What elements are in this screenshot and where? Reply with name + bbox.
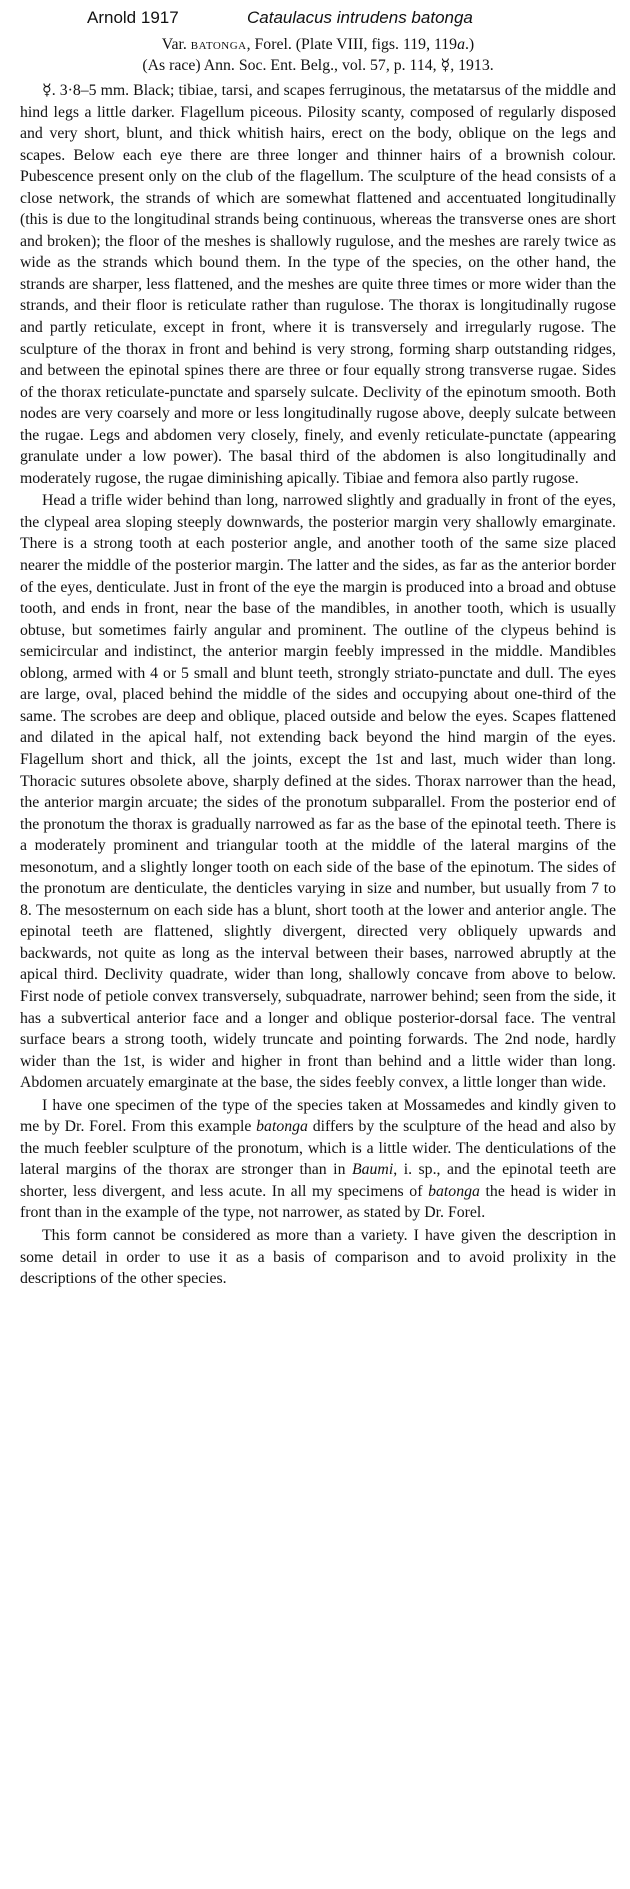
paragraph-text: differs by the sculpture of the head and also by the much feebler sculpture of the pronotum, which is a little wider. The denticulations of the lateral margins of the thorax are stronger than in bbox=[20, 1118, 616, 1179]
paragraph-conclusion bbox=[20, 1225, 616, 1290]
running-head bbox=[20, 6, 616, 34]
variety-name: batonga bbox=[190, 36, 247, 53]
species-title: Cataulacus intrudens batonga bbox=[247, 8, 473, 27]
paragraph-morphology bbox=[20, 490, 616, 1093]
taxon-name: Baumi bbox=[351, 1161, 394, 1179]
paragraph-text: ☿. 3·8–5 mm. Black; tibiae, tarsi, and scapes ferruginous, the metatarsus of the middle and hind legs a little darker. Flagellum piceous. Pilosity scanty, composed of regularly disposed and very short, blunt, and thick whitish hairs, erect on the body, oblique on the legs and scapes. Below each eye there are three longer and thinner hairs of a brownish colour. Pubescence present only on the club of the flagellum. The sculpture of the head consists of a close network, the strands of which are somewhat flattened and accentuated longitudinally (this is due to the longitudinal strands being continuous, whereas the transverse ones are short and broken); the floor of the meshes is shallowly rugulose, and the meshes are rarely twice as wide as the strands which bound them. In the type of the species, on the other hand, the strands are sharper, less flattened, and the meshes are quite three times or more wider than the strands, and their floor is reticulate rather than rugulose. The thorax is longitudinally rugose and partly reticulate, except in front, where it is transversely and irregularly rugose. The sculpture of the thorax in front and behind is very strong, forming sharp outstanding ridges, and between the epinotal spines there are three or four equally strong transverse rugae. Sides of the thorax reticulate-punctate and sparsely sulcate. Declivity of the epinotum smooth. Both nodes are very coarsely and more or less longitudinally rugose above, deeply sulcate between the rugae. Legs and abdomen very closely, finely, and evenly reticulate-punctate (appearing granulate under a low power). The basal third of the abdomen is also longitudinally and moderately rugose, the rugae diminishing apically. Tibiae and femora also partly rugose. bbox=[20, 82, 616, 487]
variety-heading bbox=[20, 34, 616, 55]
paragraph-worker-description bbox=[20, 80, 616, 489]
paragraph-text: I have one specimen of the type of the species taken at Mossamedes and kindly given to me by Dr. Forel. From this example bbox=[20, 1096, 616, 1136]
citation-line: (As race) Ann. Soc. Ent. Belg., vol. 57, p. 114, ☿, 1913. bbox=[142, 57, 494, 74]
variety-prefix: Var. bbox=[161, 36, 187, 53]
paragraph-comparison bbox=[20, 1095, 616, 1224]
paragraph-text: This form cannot be considered as more than a variety. I have given the description in some detail in order to use it as a basis of comparison and to avoid prolixity in the descriptions of the other species. bbox=[20, 1226, 616, 1288]
author-year: Arnold 1917 bbox=[87, 8, 179, 27]
body-text bbox=[20, 80, 616, 1290]
paragraph-text: Head a trifle wider behind than long, narrowed slightly and gradually in front of the eyes, the clypeal area sloping steeply downwards, the posterior margin very shallowly emarginate. There is a strong tooth at each posterior angle, and another tooth of the same size placed nearer the middle of the posterior margin. The latter and the sides, as far as the anterior border of the eyes, denticulate. Just in front of the eye the margin is produced into a broad and obtuse tooth, and ends in front, near the base of the mandibles, in another tooth, which is usually obtuse, but sometimes fairly angular and prominent. The outline of the clypeus behind is semicircular and indistinct, the anterior margin feebly impressed in the middle. Mandibles oblong, armed with 4 or 5 small and blunt teeth, strongly striato-punctate and dull. The eyes are large, oval, placed behind the middle of the sides and occupying about one-third of the same. The scrobes are deep and oblique, placed outside and below the eyes. Scapes flattened and dilated in the apical half, not extending back beyond the hind margin of the eyes. Flagellum short and thick, all the joints, except the 1st and last, much wider than long. Thoracic sutures obsolete above, sharply defined at the sides. Thorax narrower than the head, the anterior margin arcuate; the sides of the pronotum subparallel. From the posterior end of the pronotum the thorax is gradually narrowed as far as the base of the epinotal teeth. There is a moderately prominent and triangular tooth at the middle of the lateral margins of the mesonotum, and a slightly longer tooth on each side of the base of the epinotum. The sides of the pronotum are denticulate, the denticles varying in size and number, but usually from 7 to 8. The mesosternum on each side has a blunt, short tooth at the lower and anterior angle. The epinotal teeth are flattened, slightly divergent, directed very obliquely upwards and backwards, not quite as long as the interval between their bases, narrowed abruptly at the apical third. Declivity quadrate, wider than long, shallowly concave from above to below. First node of petiole convex transversely, subquadrate, narrower behind; seen from the side, it has a subvertical anterior face and a longer and oblique posterior-dorsal face. The ventral surface bears a strong tooth, widely truncate and pointing forwards. The 2nd node, hardly wider than the 1st, is wider and higher in front than behind and a little wider than long. Abdomen arcuately emarginate at the base, the sides feebly convex, a little longer than wide. bbox=[20, 492, 616, 1092]
taxon-name: batonga bbox=[256, 1118, 308, 1136]
paragraph-text: the head is wider in front than in the example of the type, not narrower, as stated by Dr. Forel. bbox=[20, 1182, 616, 1222]
paragraph-text: , i. sp., and the epinotal teeth are shorter, less divergent, and less acute. In all my specimens of bbox=[20, 1161, 616, 1200]
figure-suffix: a bbox=[457, 36, 465, 53]
variety-plate-ref: , Forel. (Plate VIII, figs. 119, 119 bbox=[246, 36, 458, 53]
heading-close: .) bbox=[464, 36, 475, 53]
taxon-name: batonga bbox=[428, 1182, 480, 1200]
